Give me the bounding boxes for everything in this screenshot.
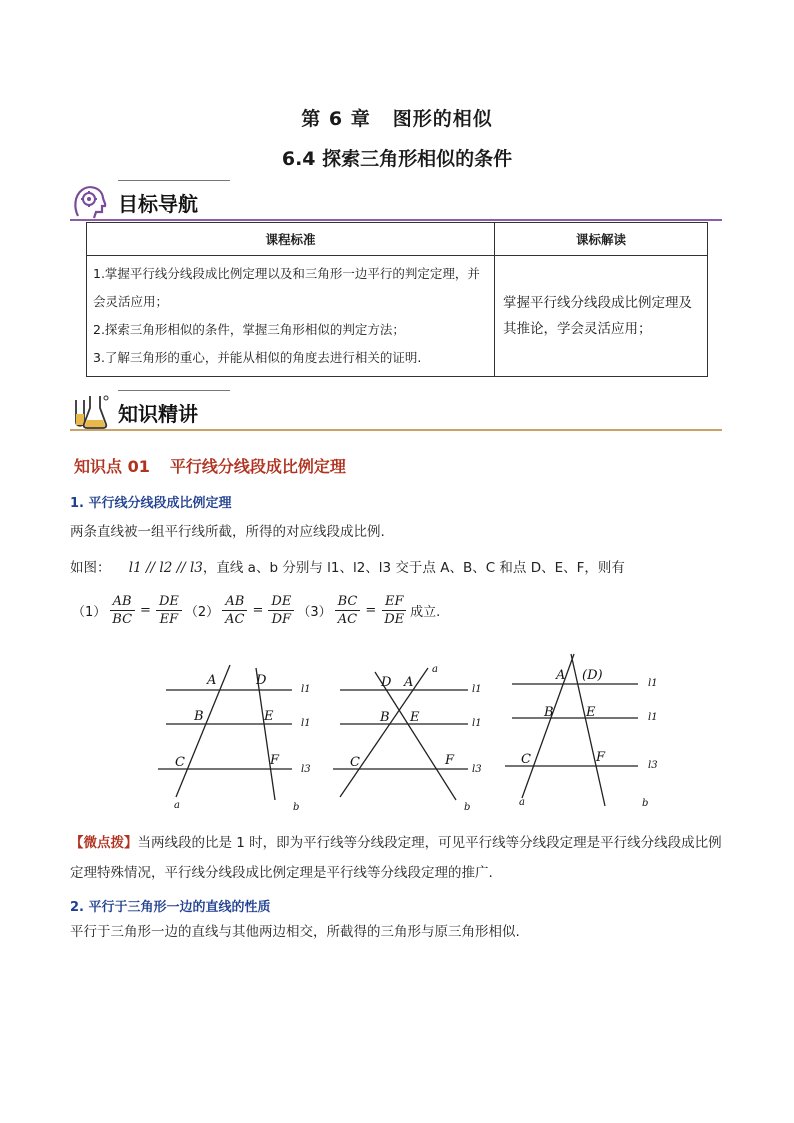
fig3-label-l3: l3: [648, 760, 658, 771]
fig1-label-a: a: [174, 800, 180, 811]
fig1-point-a: A: [207, 673, 217, 688]
standards-cell: [87, 256, 495, 377]
fig1-label-b: b: [293, 802, 300, 813]
fig2-point-c: C: [350, 755, 360, 770]
knowledge-point-heading: [74, 454, 346, 477]
proportion-formulas: [72, 590, 440, 630]
item2-heading: 2. 平行于三角形一边的直线的性质: [70, 900, 271, 915]
fig1-point-d: D: [256, 673, 267, 688]
knowledge-point-title: 平行线分线段成比例定理: [169, 457, 346, 476]
item1-heading: 1. 平行线分线段成比例定理: [70, 496, 232, 511]
parallel-lines-figures: [150, 650, 670, 820]
interpretation-cell: 掌握平行线分线段成比例定理及其推论，学会灵活应用；: [495, 256, 708, 377]
condition-prefix: 如图：: [70, 560, 111, 576]
standard-item: 3.了解三角形的重心，并能从相似的角度去进行相关的证明.: [93, 350, 422, 365]
brain-gear-icon: [70, 182, 110, 220]
fig2-point-f: F: [445, 753, 455, 768]
standard-item: 1.掌握平行线分线段成比例定理以及和三角形一边平行的判定定理，并会灵活应用；: [93, 266, 480, 309]
banner-top-rule: [118, 180, 230, 181]
fig3-point-a: A: [556, 668, 566, 683]
knowledge-banner-title: 知识精讲: [118, 402, 198, 426]
fig1-point-e: E: [264, 709, 274, 724]
table-header-standard: 课程标准: [87, 223, 495, 256]
fig3-label-l2: l1: [648, 712, 658, 723]
fig1-point-c: C: [175, 755, 185, 770]
fraction: $\frac{DE}{DF}$: [268, 594, 294, 627]
fig1-label-l1: l1: [301, 684, 311, 695]
formula-suffix: 成立.: [410, 604, 441, 620]
fraction: $\frac{EF}{DE}$: [381, 594, 407, 627]
section-title: 6.4 探索三角形相似的条件: [281, 148, 513, 170]
fig1-label-l3: l3: [301, 764, 311, 775]
condition-suffix: ，直线 a、b 分别与 l1、l2、l3 交于点 A、B、C 和点 D、E、F，则有: [202, 560, 625, 576]
chapter-number: 第 6 章: [301, 108, 371, 130]
item1-condition: [70, 556, 625, 576]
fig2-label-b: b: [464, 802, 471, 813]
fraction: $\frac{AB}{BC}$: [109, 594, 135, 627]
fig3-label-a: a: [519, 797, 525, 808]
equals-sign: =: [365, 602, 377, 618]
fig3-transversal-a: [522, 654, 574, 798]
fig2-point-a: A: [404, 675, 414, 690]
fig3-point-b: B: [544, 705, 554, 720]
formula-label-3: （3）: [297, 604, 332, 620]
item2-statement: 平行于三角形一边的直线与其他两边相交，所截得的三角形与原三角形相似.: [70, 924, 520, 940]
fig2-label-l1: l1: [472, 684, 482, 695]
item1-statement: 两条直线被一组平行线所截，所得的对应线段成比例.: [70, 524, 385, 540]
fig2-label-l3: l3: [472, 764, 482, 775]
banner-bottom-rule: [70, 429, 722, 431]
fig3-point-f: F: [596, 750, 606, 765]
fig3-label-b: b: [642, 798, 649, 809]
chapter-title: 图形的相似: [392, 108, 493, 130]
fig3-point-e: E: [586, 705, 596, 720]
fig2-label-a: a: [432, 664, 438, 675]
fig2-point-e: E: [410, 710, 420, 725]
goals-banner-title: 目标导航: [118, 192, 198, 216]
fig3-label-l1: l1: [648, 678, 658, 689]
fig2-transversal-b: [375, 672, 456, 800]
fraction: $\frac{BC}{AC}$: [335, 594, 361, 627]
standard-item: 2.探索三角形相似的条件，掌握三角形相似的判定方法；: [93, 322, 405, 337]
fig1-label-l2: l1: [301, 718, 311, 729]
formula-label-1: （1）: [72, 604, 107, 620]
knowledge-banner: [70, 390, 722, 432]
tip-label: 【微点拨】: [70, 835, 138, 851]
fraction: $\frac{AB}{AC}$: [222, 594, 247, 627]
banner-top-rule: [118, 390, 230, 391]
fig3-point-c: C: [521, 752, 531, 767]
tip-text: 当两线段的比是 1 时，即为平行线等分线段定理，可见平行线等分线段定理是平行线分线段成比例定理特殊情况，平行线分线段成比例定理是平行线等分线段定理的推广.: [70, 835, 722, 881]
fig3-point-d: (D): [582, 668, 603, 683]
equals-sign: =: [140, 602, 151, 618]
fraction: $\frac{DE}{EF}$: [156, 594, 182, 627]
fig2-point-b: B: [380, 710, 390, 725]
banner-bottom-rule: [70, 219, 722, 221]
tip-paragraph: [70, 828, 724, 888]
fig1-point-f: F: [270, 753, 280, 768]
fig2-point-d: D: [381, 675, 392, 690]
equals-sign: =: [252, 602, 264, 618]
fig2-label-l2: l1: [472, 718, 482, 729]
formula-label-2: （2）: [184, 604, 220, 620]
parallel-lines-expression: l1 // l2 // l3: [128, 560, 203, 576]
lab-flask-icon: [70, 392, 110, 430]
fig1-transversal-a: [176, 665, 230, 797]
chapter-heading: [0, 104, 794, 131]
goal-table: [86, 222, 708, 377]
fig1-point-b: B: [194, 709, 204, 724]
knowledge-point-label: 知识点 01: [74, 457, 150, 476]
goals-banner: [70, 180, 722, 222]
table-header-interpretation: 课标解读: [495, 223, 708, 256]
